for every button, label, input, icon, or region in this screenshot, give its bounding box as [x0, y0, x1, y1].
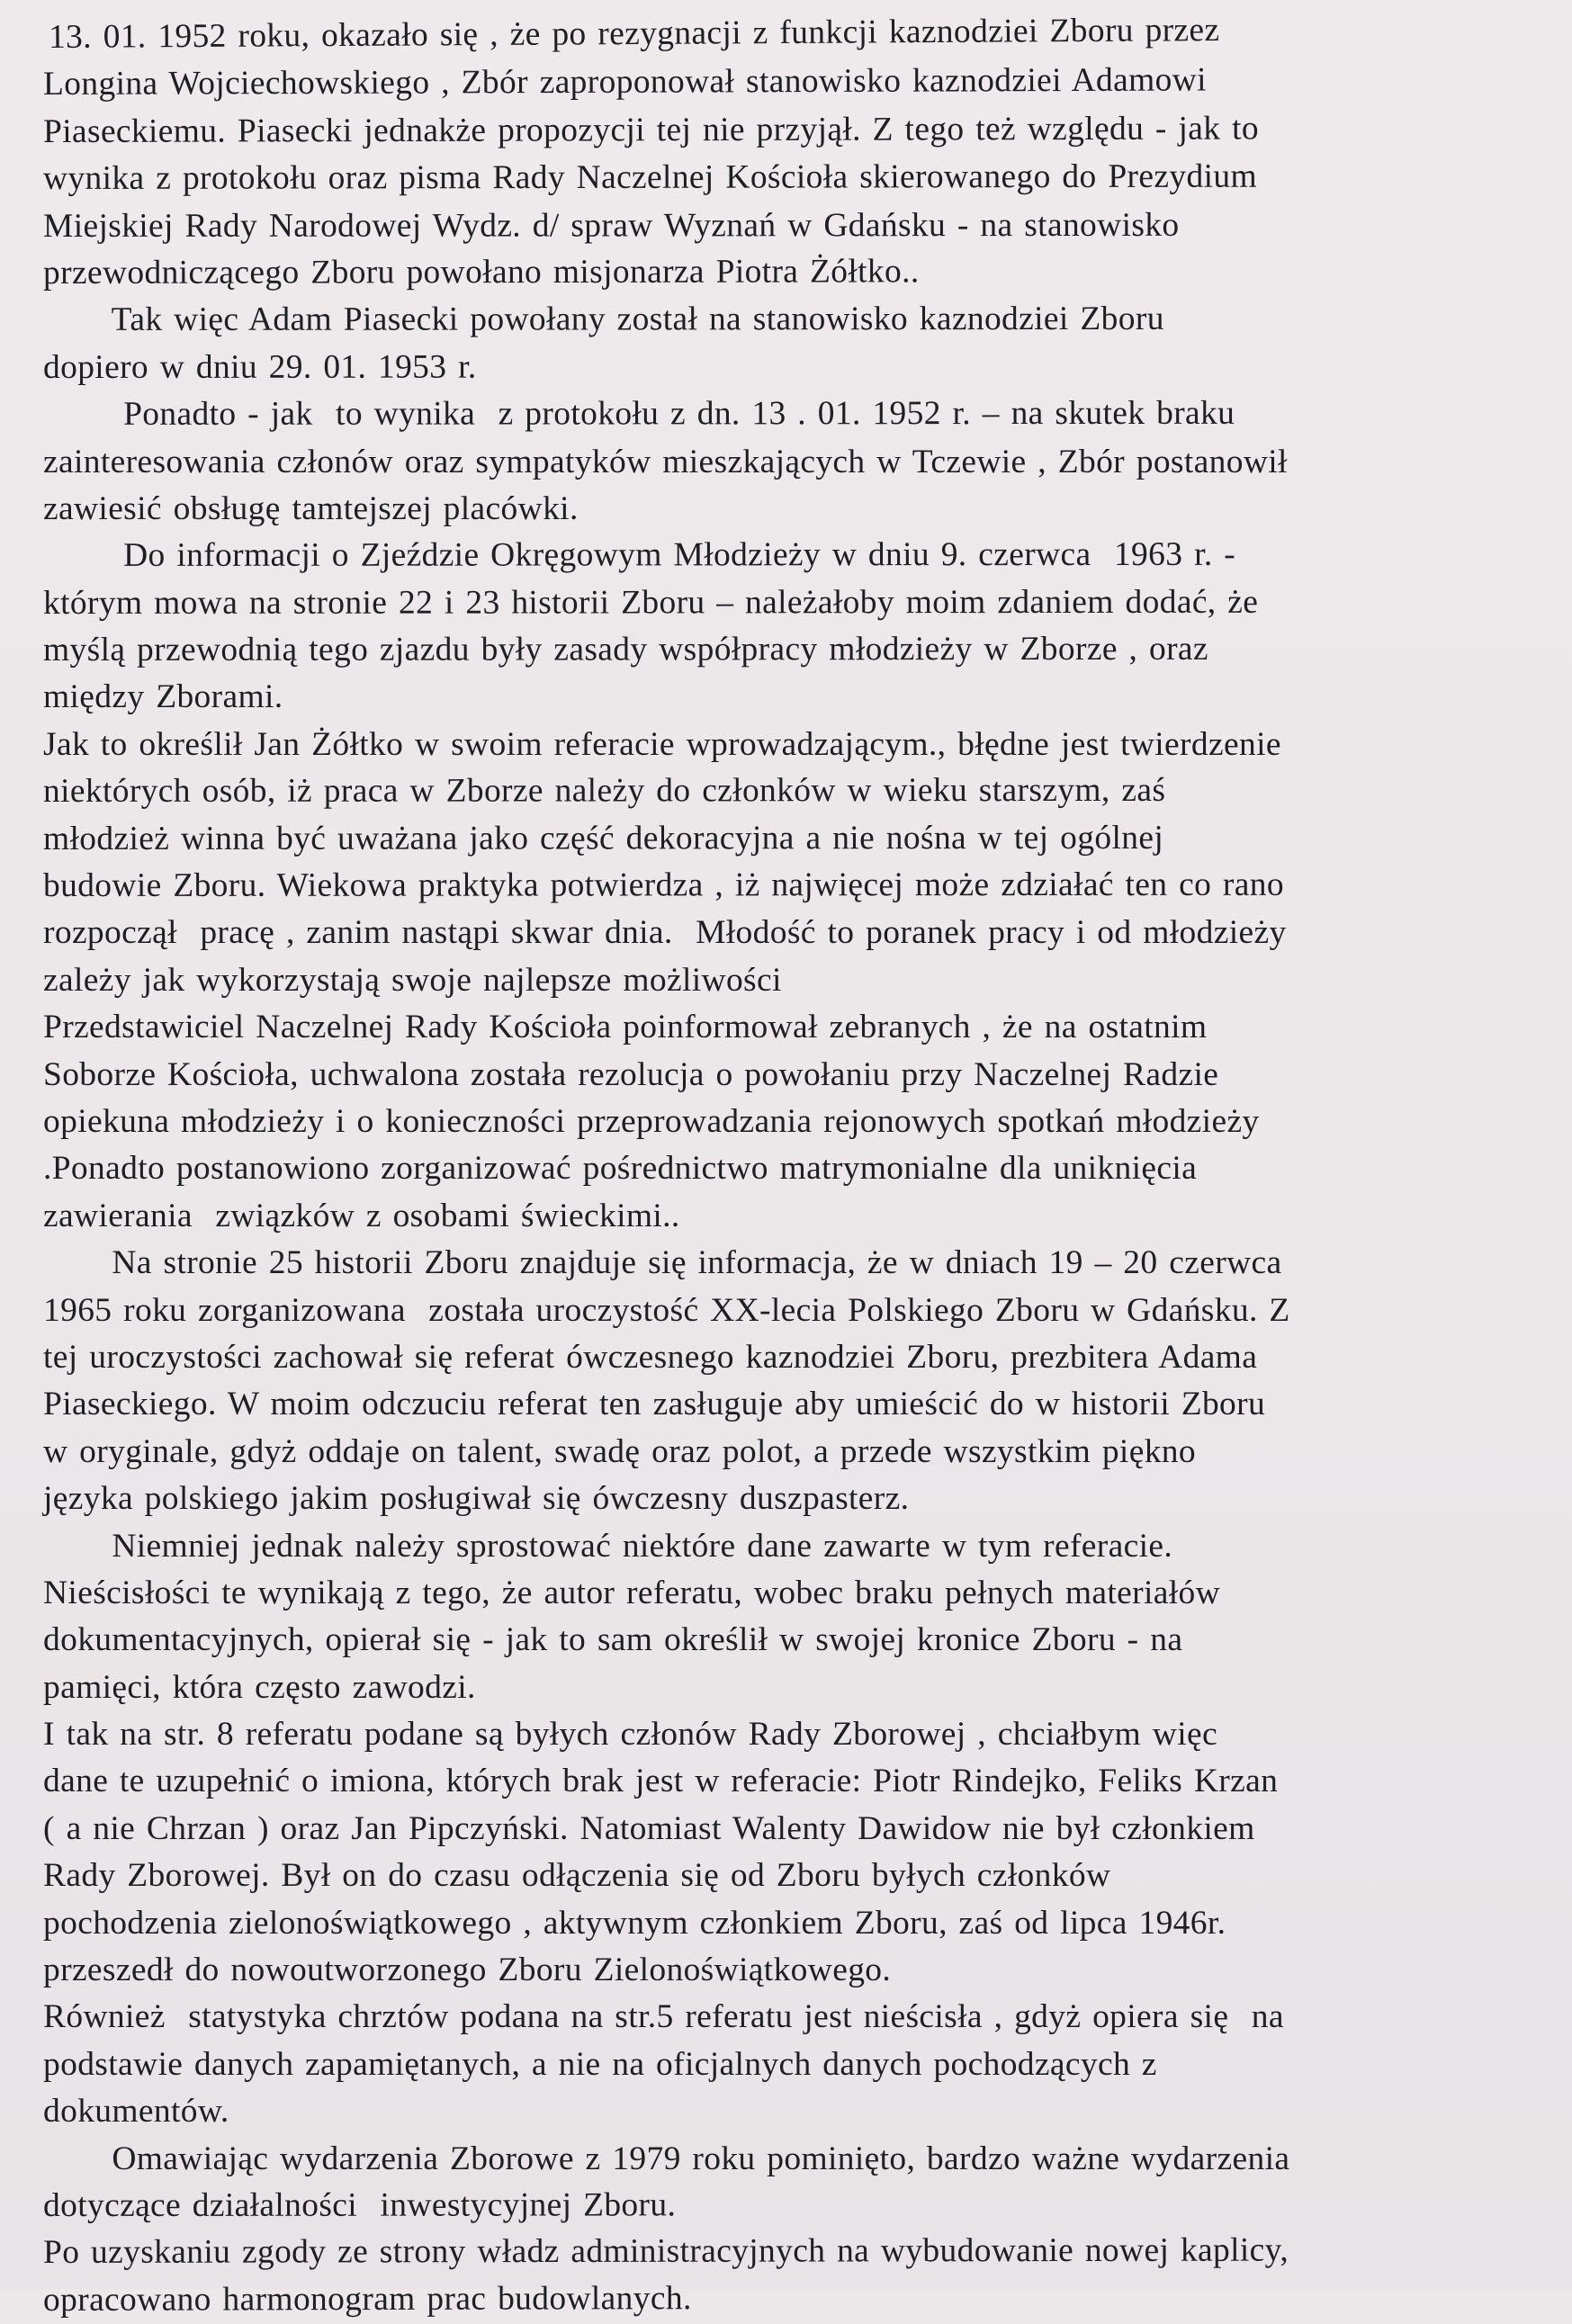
text-line: Piaseckiemu. Piasecki jednakże propozycji tej nie przyjął. Z tego też względu - jak to — [42, 110, 1259, 150]
text-line: Nieścisłości te wynikają z tego, że autor referatu, wobec braku pełnych materiałów — [43, 1574, 1221, 1611]
text-line: Tak więc Adam Piasecki powołany został na stanowisko kaznodziei Zboru — [42, 301, 1164, 339]
text-line: I tak na str. 8 referatu podane są byłych członów Rady Zborowej , chciałbym więc — [43, 1716, 1217, 1754]
text-line: rozpoczął pracę , zanim nastąpi skwar dnia. Młodość to poranek pracy i od młodzieży — [43, 914, 1287, 952]
text-line: w oryginale, gdyż oddaje on talent, swadę oraz polot, a przede wszystkim piękno — [43, 1432, 1196, 1470]
text-line: zainteresowania członów oraz sympatyków mieszkających w Tczewie , Zbór postanowił — [43, 443, 1288, 480]
text-line: młodzież winna być uważana jako część dekoracyjna a nie nośna w tej ogólnej — [42, 819, 1164, 857]
text-line: zawiesić obsługę tamtejszej placówki. — [43, 489, 579, 527]
text-line: dokumentów. — [43, 2093, 229, 2131]
text-line: dane te uzupełnić o imiona, których brak jest w referacie: Piotr Rindejko, Feliks Krzan — [43, 1763, 1279, 1800]
text-line: 13. 01. 1952 roku, okazało się , że po rezygnacji z funkcji kaznodziei Zboru przez — [48, 12, 1220, 56]
text-line: opiekuna młodzieży i o konieczności przeprowadzania rejonowych spotkań młodzieży — [43, 1102, 1260, 1140]
text-line: 1965 roku zorganizowana została uroczystość XX-lecia Polskiego Zboru w Gdańsku. Z — [43, 1291, 1290, 1329]
text-line: .Ponadto postanowiono zorganizować pośrednictwo matrymonialne dla uniknięcia — [43, 1150, 1198, 1188]
text-line: języka polskiego jakim posługiwał się ówczesny duszpasterz. — [43, 1480, 910, 1518]
text-line: przewodniczącego Zboru powołano misjonarza Piotra Żółtko.. — [42, 253, 920, 292]
text-line: Na stronie 25 historii Zboru znajduje się informacja, że w dniach 19 – 20 czerwca — [43, 1244, 1282, 1282]
text-line: Soborze Kościoła, uchwalona została rezolucja o powołaniu przy Naczelnej Radzie — [43, 1055, 1219, 1093]
text-line: dokumentacyjnych, opierał się - jak to sam określił w swojej kronice Zboru - na — [43, 1621, 1183, 1659]
text-line: myślą przewodnią tego zjazdu były zasady współpracy młodzieży w Zborze , oraz — [42, 630, 1208, 669]
text-line: Rady Zborowej. Był on do czasu odłączenia się od Zboru byłych członków — [43, 1857, 1111, 1895]
text-line: Ponadto - jak to wynika z protokołu z dn. 13 . 01. 1952 r. – na skutek braku — [42, 394, 1235, 434]
text-line: opracowano harmonogram prac budowlanych. — [42, 2279, 692, 2319]
text-line: budowie Zboru. Wiekowa praktyka potwierdza , iż najwięcej może zdziałać ten co rano — [42, 866, 1284, 905]
text-line: niektórych osób, iż praca w Zborze należy do członków w wieku starszym, zaś — [42, 772, 1166, 811]
text-line: Również statystyka chrztów podana na str.5 referatu jest nieścisła , gdyż opiera się na — [43, 1998, 1284, 2036]
text-line: dopiero w dniu 29. 01. 1953 r. — [42, 348, 477, 386]
text-line: zależy jak wykorzystają swoje najlepsze możliwości — [43, 961, 782, 999]
text-line: Po uzyskaniu zgody ze strony władz administracyjnych na wybudowanie nowej kaplicy, — [42, 2231, 1289, 2272]
text-line: ( a nie Chrzan ) oraz Jan Pipczyński. Natomiast Walenty Dawidow nie był członkiem — [43, 1809, 1255, 1847]
text-line: między Zborami. — [43, 678, 283, 716]
text-line: zawierania związków z osobami świeckimi.. — [43, 1197, 680, 1234]
text-line: Jak to określił Jan Żółtko w swoim referacie wprowadzającym., błędne jest twierdzenie — [43, 725, 1281, 763]
text-line: podstawie danych zapamiętanych, a nie na oficjalnych danych pochodzących z — [43, 2045, 1157, 2083]
text-line: Omawiając wydarzenia Zborowe z 1979 roku pominięto, bardzo ważne wydarzenia — [43, 2140, 1290, 2177]
text-line: tej uroczystości zachował się referat ówczesnego kaznodziei Zboru, prezbitera Adama — [43, 1338, 1258, 1376]
text-line: Niemniej jednak należy sprostować niektóre dane zawarte w tym referacie. — [43, 1527, 1173, 1565]
text-line: Do informacji o Zjeździe Okręgowym Młodzieży w dniu 9. czerwca 1963 r. - — [42, 536, 1236, 575]
document-text — [43, 14, 1536, 2324]
text-line: Piaseckiego. W moim odczuciu referat ten zasługuje aby umieścić do w historii Zboru — [43, 1386, 1266, 1423]
text-line: pamięci, która często zawodzi. — [43, 1668, 476, 1706]
text-line: dotyczące działalności inwestycyjnej Zboru. — [42, 2186, 677, 2224]
text-line: Miejskiej Rady Narodowej Wydz. d/ spraw Wyznań w Gdańsku - na stanowisko — [42, 206, 1180, 245]
text-line: pochodzenia zielonoświątkowego , aktywnym członkiem Zboru, zaś od lipca 1946r. — [43, 1904, 1226, 1942]
text-line: Przedstawiciel Naczelnej Rady Kościoła poinformował zebranych , że na ostatnim — [43, 1009, 1208, 1046]
text-line: którym mowa na stronie 22 i 23 historii Zboru – należałoby moim zdaniem dodać, że — [42, 583, 1259, 622]
text-line: wynika z protokołu oraz pisma Rady Naczelnej Kościoła skierowanego do Prezydium — [42, 157, 1257, 198]
text-line: Longina Wojciechowskiego , Zbór zaproponował stanowisko kaznodziei Adamowi — [42, 61, 1207, 103]
text-line: przeszedł do nowoutworzonego Zboru Zielonoświątkowego. — [43, 1952, 892, 1989]
